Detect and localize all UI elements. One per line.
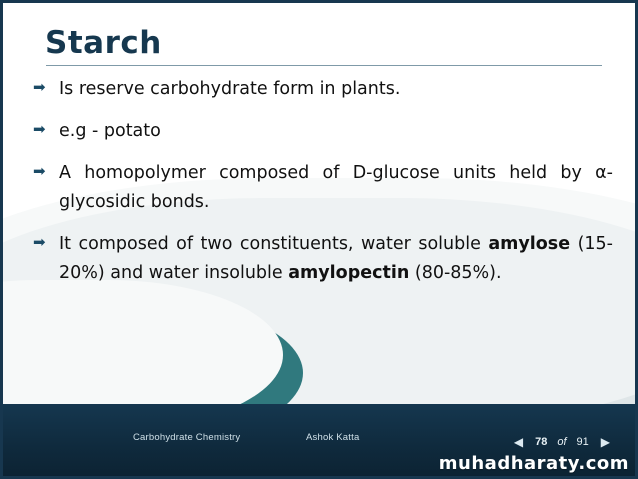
footer-course-label: Carbohydrate Chemistry bbox=[133, 432, 241, 443]
list-item bbox=[33, 117, 613, 146]
page-title: Starch bbox=[45, 25, 162, 61]
slide-background bbox=[3, 3, 635, 476]
list-item bbox=[33, 75, 613, 104]
list-item bbox=[33, 230, 613, 288]
bullet-list bbox=[33, 75, 613, 301]
watermark-text: muhadharaty.com bbox=[438, 453, 629, 474]
arrow-icon: ➡ bbox=[33, 234, 46, 251]
bullet-text: e.g - potato bbox=[59, 121, 161, 141]
previous-page-icon[interactable]: ◀ bbox=[513, 435, 524, 449]
current-page-number: 78 bbox=[535, 436, 548, 448]
bullet-text: A homopolymer composed of D-glucose units held by α-glycosidic bonds. bbox=[59, 163, 613, 212]
next-page-icon[interactable]: ▶ bbox=[600, 435, 610, 449]
page-navigation bbox=[511, 435, 613, 449]
total-page-number: 91 bbox=[576, 436, 589, 448]
arrow-icon: ➡ bbox=[33, 79, 46, 96]
list-item bbox=[33, 159, 613, 217]
page-of-label: of bbox=[557, 436, 567, 448]
bullet-text: It composed of two constituents, water soluble amylose (15-20%) and water insoluble amylopectin (80-85%). bbox=[59, 234, 613, 283]
title-underline bbox=[46, 65, 602, 66]
arrow-icon: ➡ bbox=[33, 121, 46, 138]
bullet-text: Is reserve carbohydrate form in plants. bbox=[59, 79, 401, 99]
footer-author-label: Ashok Katta bbox=[306, 432, 360, 443]
arrow-icon: ➡ bbox=[33, 163, 46, 180]
